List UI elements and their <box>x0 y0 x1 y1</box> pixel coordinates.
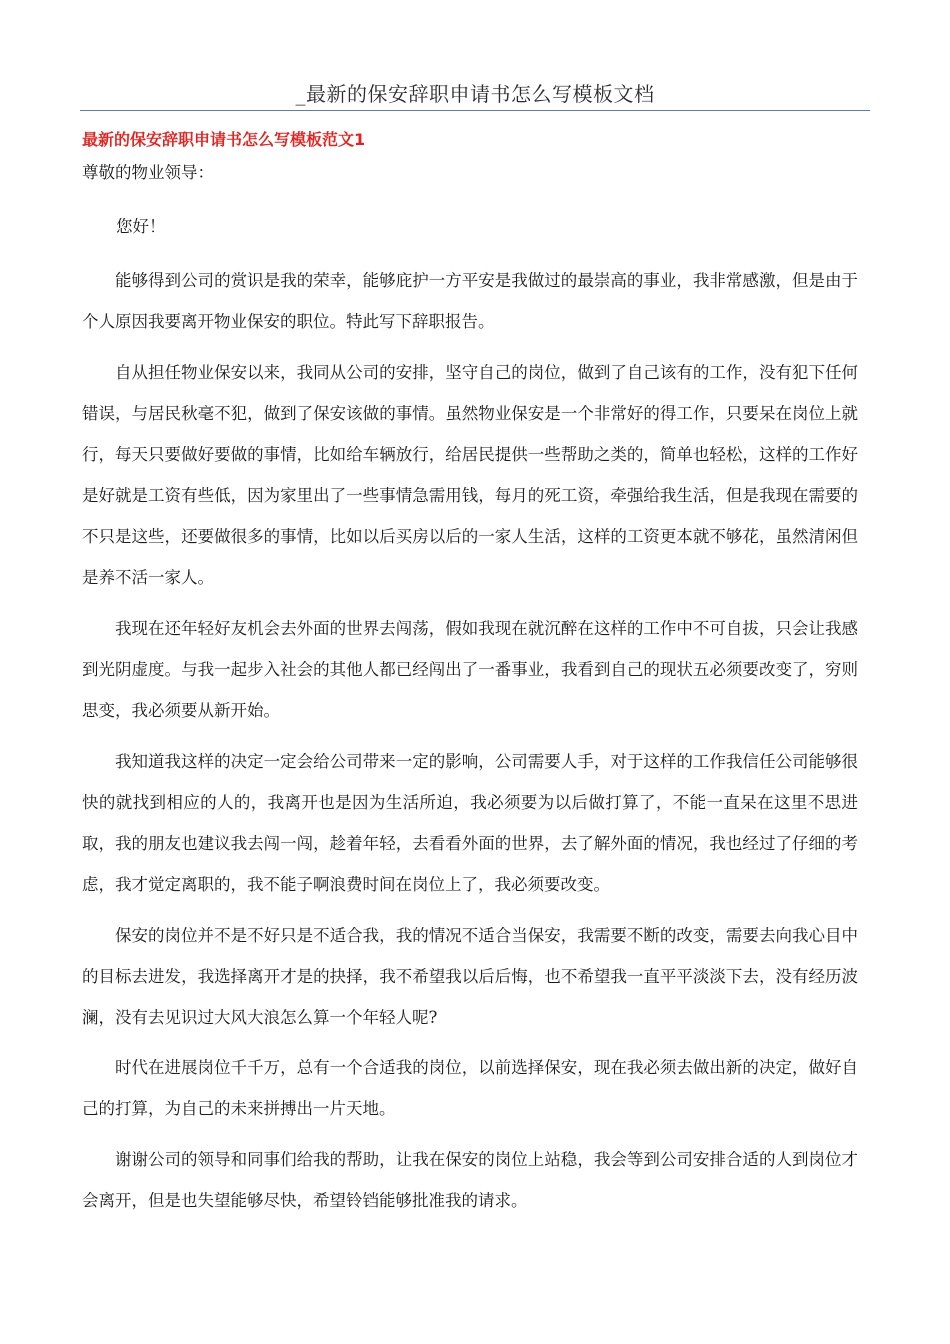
body-paragraph: 能够得到公司的赏识是我的荣幸，能够庇护一方平安是我做过的最崇高的事业，我非常感激，但是由于个人原因我要离开物业保安的职位。特此写下辞职报告。 <box>82 271 858 331</box>
document-heading: 最新的保安辞职申请书怎么写模板范文1 <box>82 130 366 149</box>
greeting: 您好！ <box>116 217 166 236</box>
header-divider <box>80 110 870 111</box>
body-paragraph: 时代在进展岗位千千万，总有一个合适我的岗位，以前选择保安，现在我必须去做出新的决定，做好自己的打算，为自己的未来拼搏出一片天地。 <box>82 1058 858 1118</box>
salutation: 尊敬的物业领导： <box>82 163 214 182</box>
body-paragraph: 谢谢公司的领导和同事们给我的帮助，让我在保安的岗位上站稳，我会等到公司安排合适的人到岗位才会离开，但是也失望能够尽快，希望铃铛能够批准我的请求。 <box>82 1150 858 1210</box>
body-paragraph: 我现在还年轻好友机会去外面的世界去闯荡，假如我现在就沉醉在这样的工作中不可自拔，只会让我感到光阴虚度。与我一起步入社会的其他人都已经闯出了一番事业，我看到自己的现状五必须要改变了，穷则思变，我必须要从新开始。 <box>82 619 858 720</box>
body-paragraph: 我知道我这样的决定一定会给公司带来一定的影响，公司需要人手，对于这样的工作我信任公司能够很快的就找到相应的人的，我离开也是因为生活所迫，我必须要为以后做打算了，不能一直呆在这里不思进取，我的朋友也建议我去闯一闯，趁着年轻，去看看外面的世界，去了解外面的情况，我也经过了仔细的考虑，我才觉定离职的，我不能子啊浪费时间在岗位上了，我必须要改变。 <box>82 752 858 894</box>
page-header-title: _最新的保安辞职申请书怎么写模板文档 <box>295 82 655 106</box>
body-paragraph: 自从担任物业保安以来，我同从公司的安排，坚守自己的岗位，做到了自己该有的工作，没有犯下任何错误，与居民秋毫不犯，做到了保安该做的事情。虽然物业保安是一个非常好的得工作，只要呆在岗位上就行，每天只要做好要做的事情，比如给车辆放行，给居民提供一些帮助之类的，简单也轻松，这样的工作好是好就是工资有些低，因为家里出了一些事情急需用钱，每月的死工资，牵强给我生活，但是我现在需要的不只是这些，还要做很多的事情，比如以后买房以后的一家人生活，这样的工资更本就不够花，虽然清闲但是养不活一家人。 <box>82 363 858 587</box>
body-paragraph: 保安的岗位并不是不好只是不适合我，我的情况不适合当保安，我需要不断的改变，需要去向我心目中的目标去进发，我选择离开才是的抉择，我不希望我以后后悔，也不希望我一直平平淡淡下去，没有经历波澜，没有去见识过大风大浪怎么算一个年轻人呢? <box>82 926 858 1027</box>
